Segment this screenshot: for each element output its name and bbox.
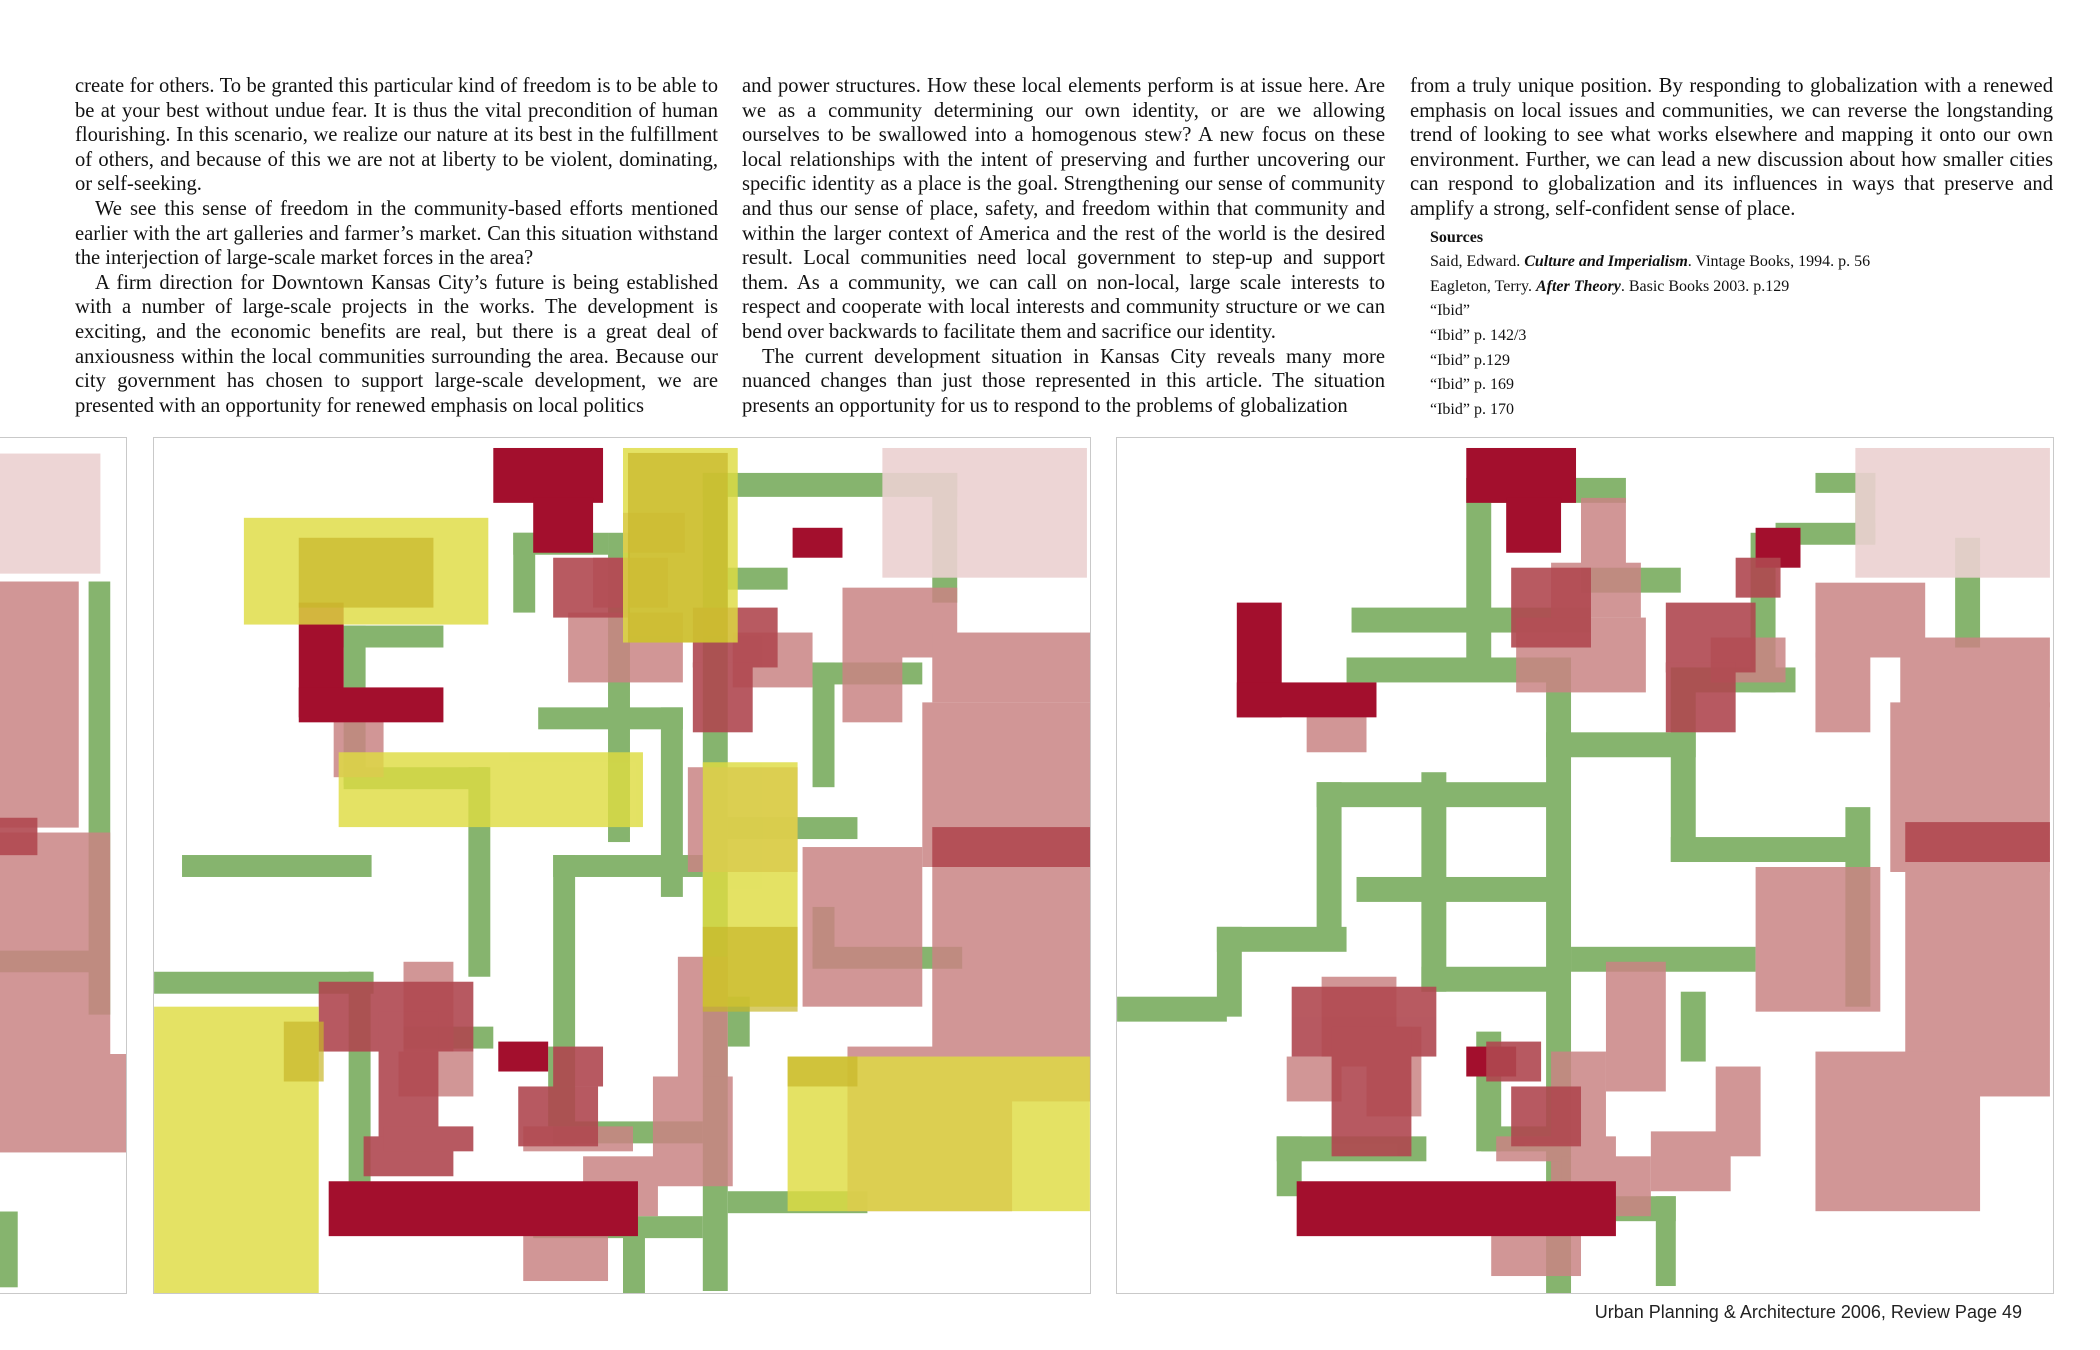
diagram-panel-partial [0,437,127,1294]
source-publisher: . Basic Books 2003. p.129 [1620,277,1790,295]
source-entry [1430,250,2053,275]
source-ibid: “Ibid” [1430,302,1470,320]
paragraph: The current development situation in Kansas City reveals many more nuanced changes than just those represented in this article. The situation presents an opportunity for us to respond to the problems of globalization [742,345,1385,417]
paragraph: create for others. To be granted this particular kind of freedom is to be able to be at your best without undue fear. It is thus the vital precondition of human flourishing. In this scenario, we realize our nature at its best in the fulfillment of others, and because of this we are not at liberty to be violent, dominating, or self-seeking. [75,75,718,196]
text-column-2 [742,74,1385,418]
source-title: Culture and Imperialism [1524,253,1688,271]
page-footer: Urban Planning & Architecture 2006, Review Page 49 [1594,1302,2022,1322]
source-author: Eagleton, Terry. [1430,277,1536,295]
source-ibid: “Ibid” p. 169 [1430,376,1514,394]
diagram-panel-with-development [153,437,1091,1294]
block-diagram-development [154,438,1090,1293]
diagram-panel-without-development [1116,437,2054,1294]
paragraph: We see this sense of freedom in the community-based efforts mentioned earlier with the art galleries and farmer’s market. Can this situation withstand the interjection of large-scale market forces in the area? [75,197,718,270]
block-diagram-existing [1117,438,2053,1293]
source-title: After Theory [1535,277,1621,295]
text-column-1 [75,74,718,418]
sources-heading: Sources [1430,228,1484,246]
source-publisher: . Vintage Books, 1994. p. 56 [1687,253,1871,271]
sources-list [1430,226,2053,423]
source-ibid: “Ibid” p. 170 [1430,400,1514,418]
source-author: Said, Edward. [1430,253,1525,271]
paragraph: from a truly unique position. By responding to globalization with a renewed emphasis on local issues and communities, we can reverse the longstanding trend of looking to see what works elsewhere and mapping it onto our own environment. Further, we can lead a new discussion about how smaller cities can respond to globalization and its influences in ways that preserve and amplify a strong, self-confident sense of place. [1410,75,2053,220]
block-diagram-partial [0,438,126,1293]
paragraph: A firm direction for Downtown Kansas City’s future is being established with a number of large-scale projects in the works. The development is exciting, and the economic benefits are real, but there is a great deal of anxiousness within the local communities surrounding the area. Because our city government has chosen to support large-scale development, we are presented with an opportunity for renewed emphasis on local politics [75,271,718,417]
text-column-3 [1410,74,2053,422]
source-entry [1430,275,2053,300]
source-ibid: “Ibid” p.129 [1430,351,1510,369]
source-ibid: “Ibid” p. 142/3 [1430,326,1527,344]
paragraph: and power structures. How these local elements perform is at issue here. Are we as a community determining our own identity, or are we allowing ourselves to be swallowed into a homogenous stew? A new focus on these local relationships with the intent of preserving and further uncovering our specific identity as a place is the goal. Strengthening our sense of community and thus our sense of place, safety, and freedom within that community and within the larger context of America and the rest of the world is the desired result. Local communities need local government to step-up and support them. As a community, we can call on non-local, large scale interests to respect and cooperate with local interests and community structure or we can bend over backwards to facilitate them and sacrifice our identity. [742,75,1385,343]
